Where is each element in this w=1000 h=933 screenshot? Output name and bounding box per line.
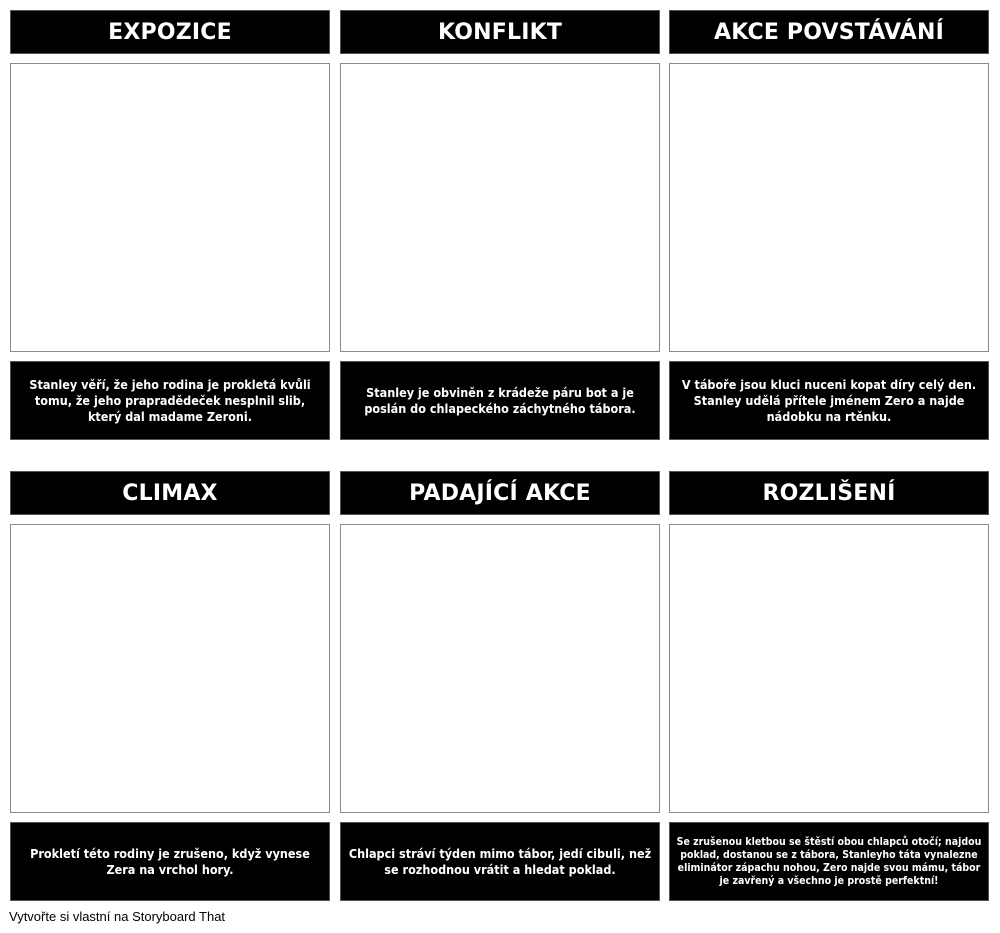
storyboard-panel[interactable] xyxy=(669,63,989,352)
storyboard-panel[interactable] xyxy=(10,524,330,813)
storyboard-panel[interactable] xyxy=(10,63,330,352)
cell-title: ROZLIŠENÍ xyxy=(669,471,989,515)
cell-caption: Prokletí této rodiny je zrušeno, když vynese Zera na vrchol hory. xyxy=(10,822,330,901)
storyboard-panel[interactable] xyxy=(340,63,660,352)
cell-title: AKCE POVSTÁVÁNÍ xyxy=(669,10,989,54)
storyboard-panel[interactable] xyxy=(669,524,989,813)
cell-caption: Stanley věří, že jeho rodina je prokletá kvůli tomu, že jeho prapradědeček nesplnil slib, který dal madame Zeroni. xyxy=(10,361,330,440)
cell-caption: Se zrušenou kletbou se štěstí obou chlapců otočí; najdou poklad, dostanou se z tábora, Stanleyho táta vynalezne eliminátor zápachu nohou, Zero najde svou mámu, tábor je zavřený a všechno je prostě perfektní! xyxy=(669,822,989,901)
cell-caption: Stanley je obviněn z krádeže páru bot a je poslán do chlapeckého záchytného tábora. xyxy=(340,361,660,440)
storyboard-panel[interactable] xyxy=(340,524,660,813)
cell-caption: Chlapci stráví týden mimo tábor, jedí cibuli, než se rozhodnou vrátit a hledat poklad. xyxy=(340,822,660,901)
cell-title: PADAJÍCÍ AKCE xyxy=(340,471,660,515)
footer-link[interactable]: Vytvořte si vlastní na Storyboard That xyxy=(9,909,226,924)
cell-title: CLIMAX xyxy=(10,471,330,515)
cell-caption: V táboře jsou kluci nuceni kopat díry celý den. Stanley udělá přítele jménem Zero a najde nádobku na rtěnku. xyxy=(669,361,989,440)
cell-title: KONFLIKT xyxy=(340,10,660,54)
cell-title: EXPOZICE xyxy=(10,10,330,54)
